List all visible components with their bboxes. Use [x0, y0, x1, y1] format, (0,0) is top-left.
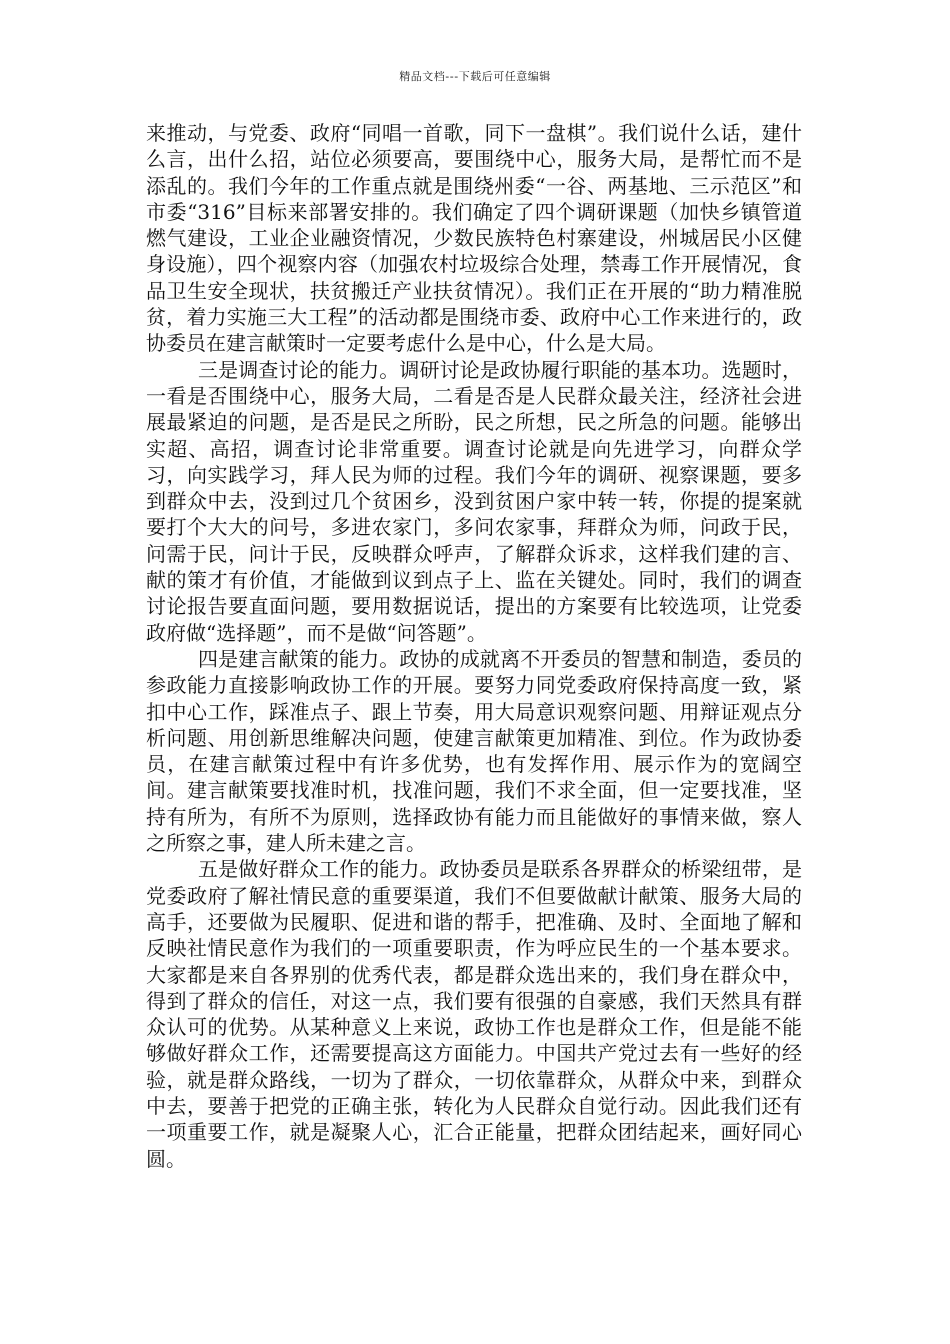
paragraph: 五是做好群众工作的能力。政协委员是联系各界群众的桥梁纽带，是党委政府了解社情民意的重要渠道，我们不但要做献计献策、服务大局的高手，还要做为民履职、促进和谐的帮手，把准确、及时、全面地了解和反映社情民意作为我们的一项重要职责，作为呼应民生的一个基本要求。大家都是来自各界别的优秀代表，都是群众选出来的，我们身在群众中，得到了群众的信任，对这一点，我们要有很强的自豪感，我们天然具有群众认可的优势。从某种意义上来说，政协工作也是群众工作，但是能不能够做好群众工作，还需要提高这方面能力。中国共产党过去有一些好的经验，就是群众路线，一切为了群众，一切依靠群众，从群众中来，到群众中去，要善于把党的正确主张，转化为人民群众自觉行动。因此我们还有一项重要工作，就是凝聚人心，汇合正能量，把群众团结起来，画好同心圆。 [146, 857, 802, 1171]
paragraph: 来推动，与党委、政府“同唱一首歌，同下一盘棋”。我们说什么话，建什么言，出什么招，站位必须要高，要围绕中心，服务大局，是帮忙而不是添乱的。我们今年的工作重点就是围绕州委“一谷、两基地、三示范区”和市委“316”目标来部署安排的。我们确定了四个调研课题（加快乡镇管道燃气建设，工业企业融资情况，少数民族特色村寨建设，州城居民小区健身设施），四个视察内容（加强农村垃圾综合处理，禁毒工作开展情况，食品卫生安全现状，扶贫搬迁产业扶贫情况）。我们正在开展的“助力精准脱贫，着力实施三大工程”的活动都是围绕市委、政府中心工作来进行的，政协委员在建言献策时一定要考虑什么是中心，什么是大局。 [146, 121, 802, 356]
paragraph: 四是建言献策的能力。政协的成就离不开委员的智慧和制造，委员的参政能力直接影响政协工作的开展。要努力同党委政府保持高度一致，紧扣中心工作，踩准点子、跟上节奏，用大局意识观察问题、用辩证观点分析问题、用创新思维解决问题，使建言献策更加精准、到位。作为政协委员，在建言献策过程中有许多优势，也有发挥作用、展示作为的宽阔空间。建言献策要找准时机，找准问题，我们不求全面，但一定要找准，坚持有所为，有所不为原则，选择政协有能力而且能做好的事情来做，察人之所察之事，建人所未建之言。 [146, 646, 802, 856]
document-body [146, 120, 802, 1172]
paragraph: 三是调查讨论的能力。调研讨论是政协履行职能的基本功。选题时，一看是否围绕中心，服务大局，二看是否是人民群众最关注，经济社会进展最紧迫的问题，是否是民之所盼，民之所想，民之所急的问题。能够出实超、高招，调查讨论非常重要。调查讨论就是向先进学习，向群众学习，向实践学习，拜人民为师的过程。我们今年的调研、视察课题，要多到群众中去，没到过几个贫困乡，没到贫困户家中转一转，你提的提案就要打个大大的问号，多进农家门，多问农家事，拜群众为师，问政于民，问需于民，问计于民，反映群众呼声，了解群众诉求，这样我们建的言、献的策才有价值，才能做到议到点子上、监在关键处。同时，我们的调查讨论报告要直面问题，要用数据说话，提出的方案要有比较选项，让党委政府做“选择题”，而不是做“问答题”。 [146, 357, 802, 645]
page-header: 精品文档---下载后可任意编辑 [399, 70, 551, 83]
